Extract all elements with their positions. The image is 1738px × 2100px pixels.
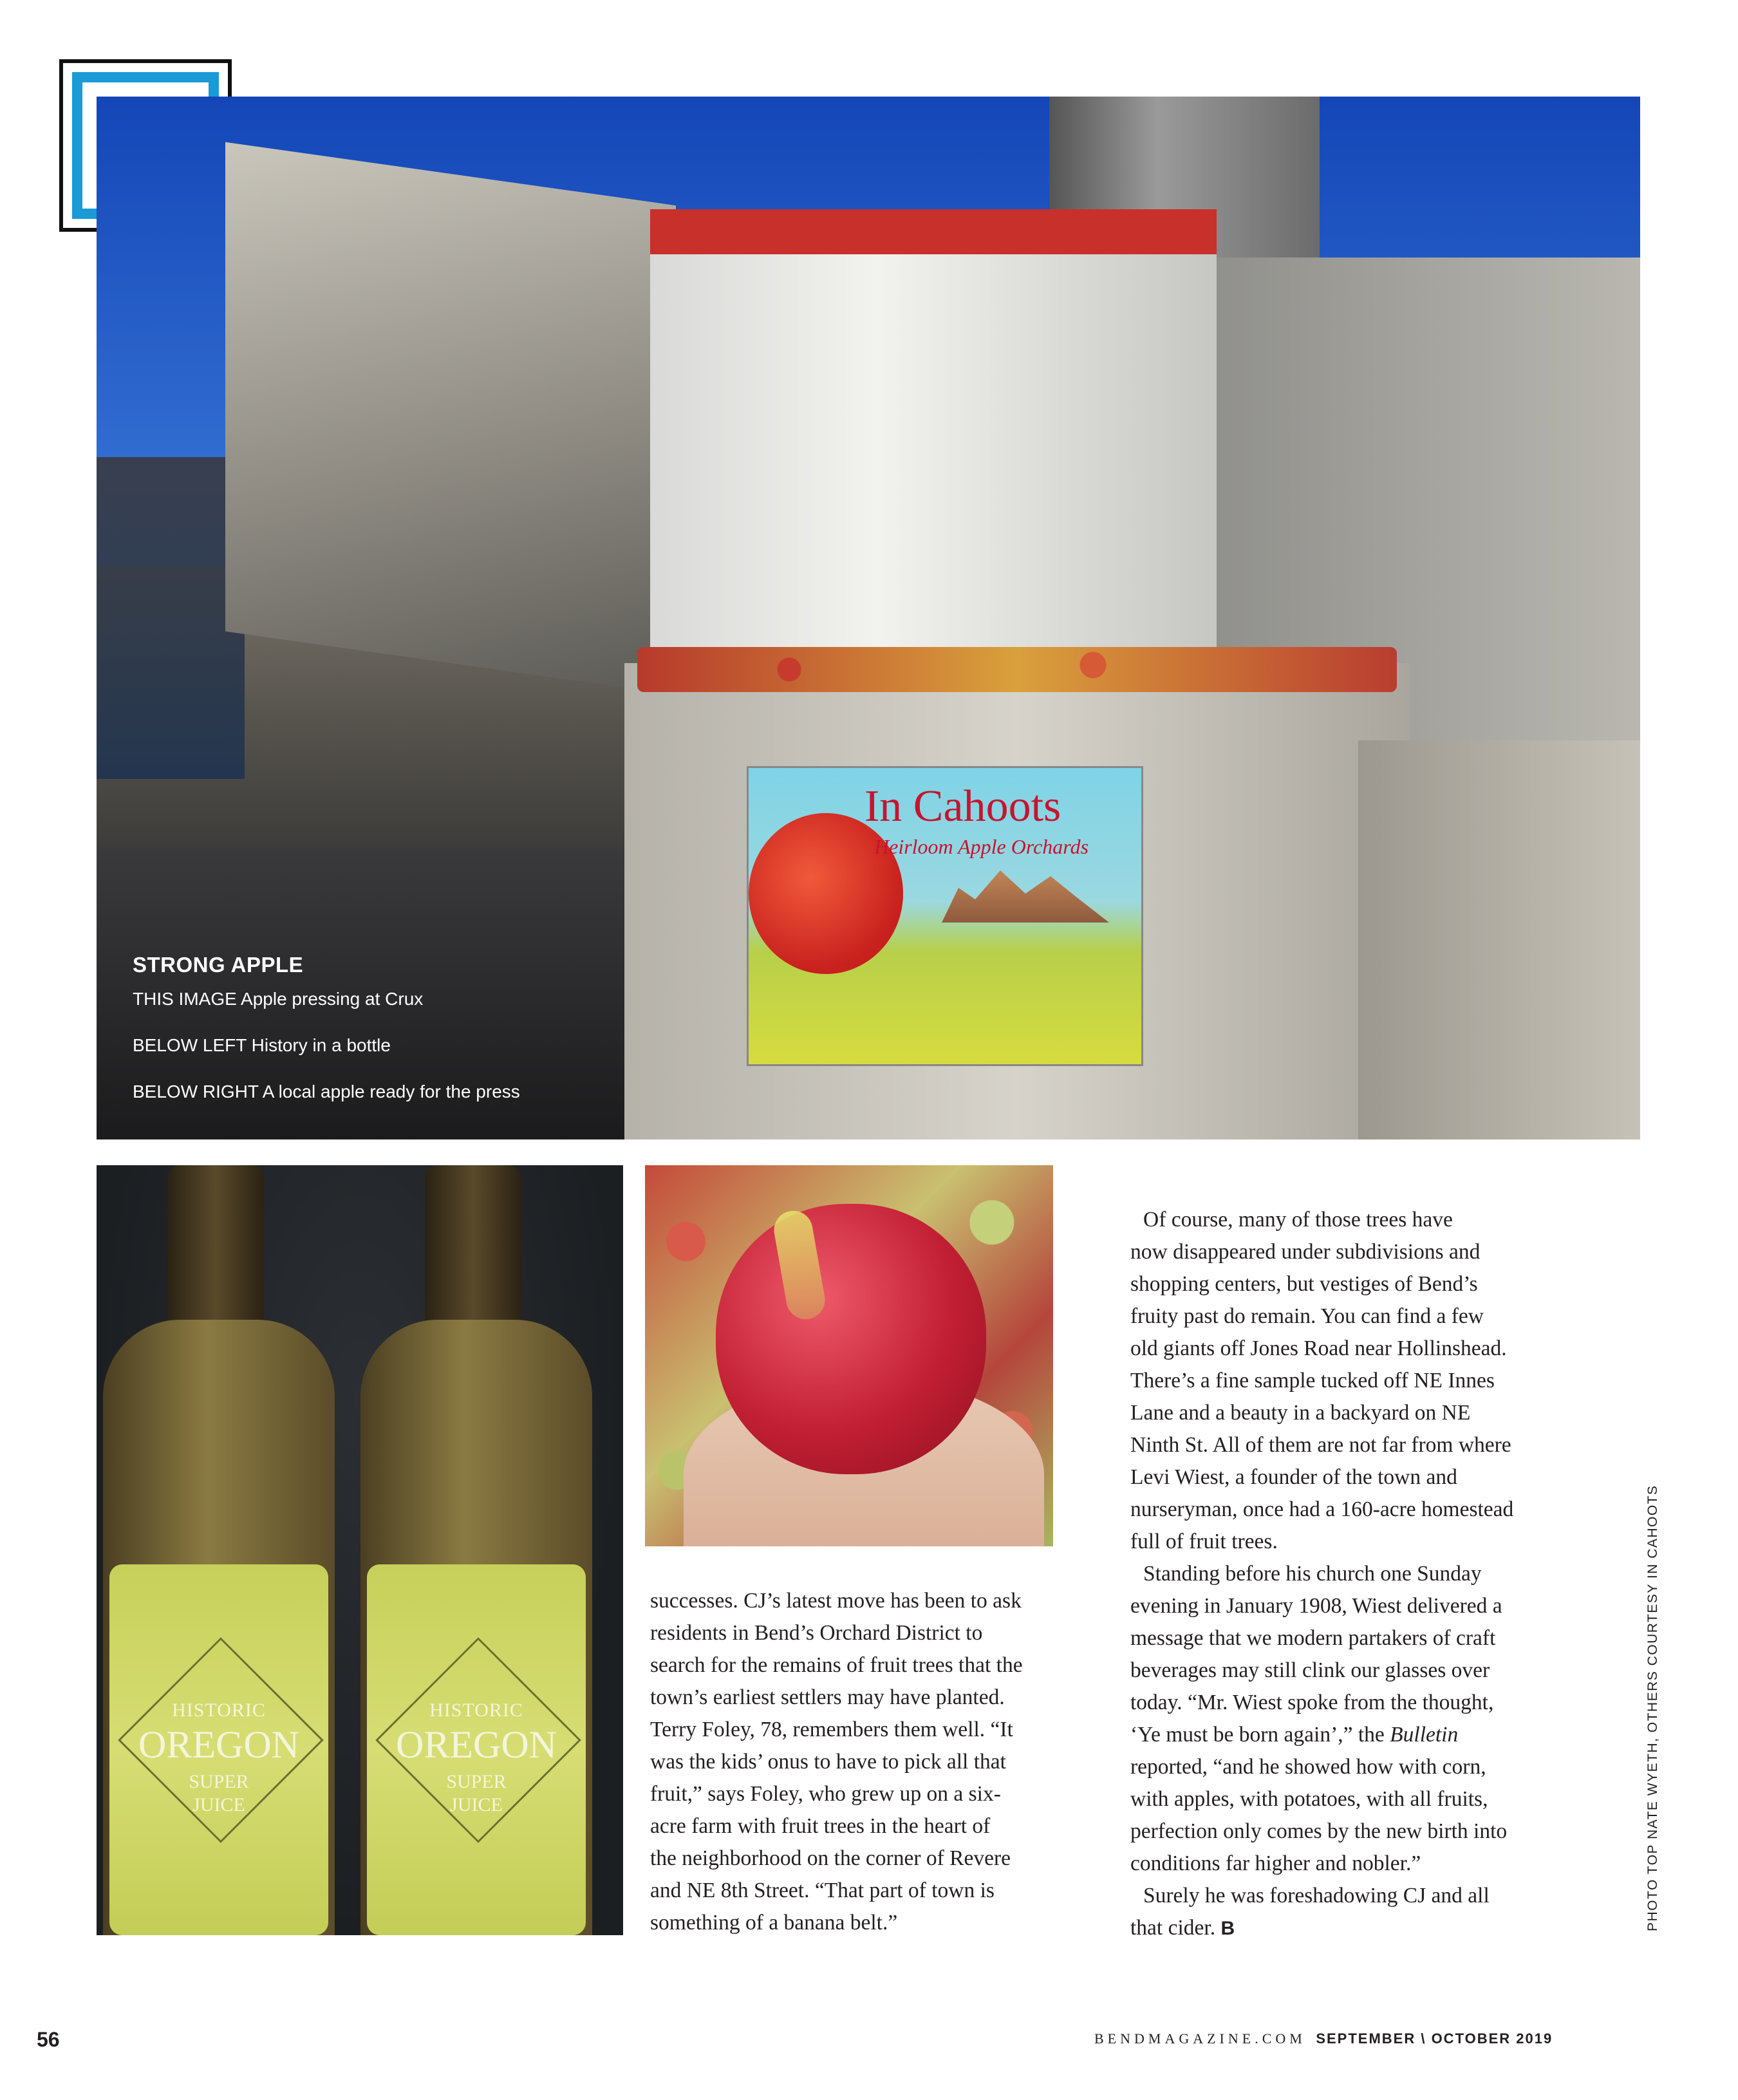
footer-issue: SEPTEMBER \ OCTOBER 2019: [1316, 2030, 1553, 2047]
caption-line: [133, 989, 423, 1009]
text-line: There’s a fine sample tucked off NE Innes: [1130, 1369, 1495, 1392]
text-line: fruity past do remain. You can find a few: [1130, 1304, 1484, 1328]
caption-label: THIS IMAGE: [133, 989, 237, 1009]
footer: [1094, 2030, 1553, 2047]
label-line: [367, 1770, 586, 1817]
text-line: was the kids’ onus to have to pick all that: [650, 1750, 1006, 1774]
text-line: Ninth St. All of them are not far from where: [1130, 1433, 1511, 1457]
text-run: that cider.: [1130, 1916, 1221, 1940]
hero-juicer-top: [650, 209, 1217, 254]
bottle-label: [367, 1564, 586, 1935]
banner-rock-icon: [942, 865, 1109, 923]
apple-icon: [716, 1204, 986, 1474]
body-column-middle: [650, 1585, 1088, 1939]
text-line: old giants off Jones Road near Hollinshead.: [1130, 1336, 1507, 1360]
text-line: town’s earliest settlers may have planted.: [650, 1685, 1005, 1709]
text-line: Terry Foley, 78, remembers them well. “It: [650, 1718, 1013, 1741]
text-line: Surely he was foreshadowing CJ and all: [1143, 1884, 1490, 1908]
text-line: perfection only comes by the new birth into: [1130, 1819, 1508, 1843]
text-line: [1130, 1719, 1574, 1751]
text-line: beverages may still clink our glasses over: [1130, 1658, 1490, 1682]
body-column-right: [1130, 1204, 1574, 1945]
text-line: Standing before his church one Sunday: [1143, 1562, 1482, 1586]
text-line: Levi Wiest, a founder of the town and: [1130, 1465, 1457, 1489]
text-line: acre farm with fruit trees in the heart of: [650, 1814, 991, 1838]
bottle-neck: [425, 1165, 521, 1333]
caption-label: BELOW RIGHT: [133, 1082, 259, 1102]
caption-line: [133, 1035, 391, 1056]
label-word: JUICE: [450, 1794, 503, 1815]
hero-photo: [97, 97, 1640, 1139]
label-line: OREGON: [138, 1723, 299, 1766]
caption-text: History in a bottle: [251, 1035, 391, 1055]
bottle: [97, 1165, 341, 1935]
text-line: [1130, 1912, 1574, 1945]
text-line: today. “Mr. Wiest spoke from the thought,: [1130, 1691, 1494, 1714]
label-line: HISTORIC: [172, 1700, 266, 1721]
text-line: reported, “and he showed how with corn,: [1130, 1755, 1486, 1779]
caption-label: BELOW LEFT: [133, 1035, 247, 1055]
caption-text: Apple pressing at Crux: [241, 989, 424, 1009]
label-word: SUPER: [189, 1771, 249, 1792]
caption-title: STRONG APPLE: [133, 953, 304, 977]
text-line: message that we modern partakers of craft: [1130, 1626, 1496, 1650]
label-line: [109, 1770, 328, 1817]
page-number: 56: [37, 2028, 60, 2051]
hero-hopper: [225, 142, 676, 695]
label-word: JUICE: [192, 1794, 245, 1815]
hero-crate-right: [1358, 740, 1640, 1139]
text-line: residents in Bend’s Orchard District to: [650, 1621, 983, 1645]
text-line: Of course, many of those trees have: [1143, 1208, 1453, 1232]
hero-people: [97, 457, 245, 779]
apple-photo: [645, 1165, 1053, 1546]
label-line: HISTORIC: [429, 1700, 523, 1721]
bottle: [354, 1165, 599, 1935]
text-run: ‘Ye must be born again’,” the: [1130, 1723, 1390, 1747]
text-line: nurseryman, once had a 160-acre homestead: [1130, 1497, 1514, 1521]
bottles-photo: [97, 1165, 623, 1935]
photo-credit: PHOTO TOP NATE WYETH, OTHERS COURTESY IN CAHOOTS: [1645, 1485, 1660, 1931]
text-line: conditions far higher and nobler.”: [1130, 1852, 1421, 1875]
hero-apples: [637, 647, 1397, 692]
text-line: full of fruit trees.: [1130, 1530, 1278, 1553]
text-line: and NE 8th Street. “That part of town is: [650, 1879, 995, 1902]
text-line: successes. CJ’s latest move has been to ask: [650, 1589, 1022, 1613]
text-line: fruit,” says Foley, who grew up on a six-: [650, 1782, 1001, 1806]
hero-banner: [747, 766, 1143, 1066]
bottle-neck: [167, 1165, 264, 1333]
text-line: evening in January 1908, Wiest delivered a: [1130, 1594, 1502, 1618]
label-line: OREGON: [396, 1723, 557, 1766]
bottle-label: [109, 1564, 328, 1935]
text-line: Lane and a beauty in a backyard on NE: [1130, 1401, 1471, 1425]
text-line: something of a banana belt.”: [650, 1911, 898, 1935]
banner-subtitle: Heirloom Apple Orchards: [874, 835, 1089, 858]
text-line: shopping centers, but vestiges of Bend’s: [1130, 1272, 1478, 1296]
text-line: now disappeared under subdivisions and: [1130, 1240, 1481, 1264]
caption-text: A local apple ready for the press: [262, 1082, 520, 1102]
footer-site: BENDMAGAZINE.COM: [1094, 2030, 1306, 2047]
label-word: SUPER: [446, 1771, 507, 1792]
banner-title: In Cahoots: [864, 782, 1061, 831]
caption-line: [133, 1082, 520, 1102]
text-line: with apples, with potatoes, with all fruits,: [1130, 1787, 1488, 1811]
text-line: search for the remains of fruit trees that the: [650, 1653, 1023, 1677]
publication-name: Bulletin: [1390, 1723, 1459, 1747]
text-line: the neighborhood on the corner of Revere: [650, 1846, 1011, 1870]
end-mark-icon: B: [1220, 1918, 1235, 1939]
